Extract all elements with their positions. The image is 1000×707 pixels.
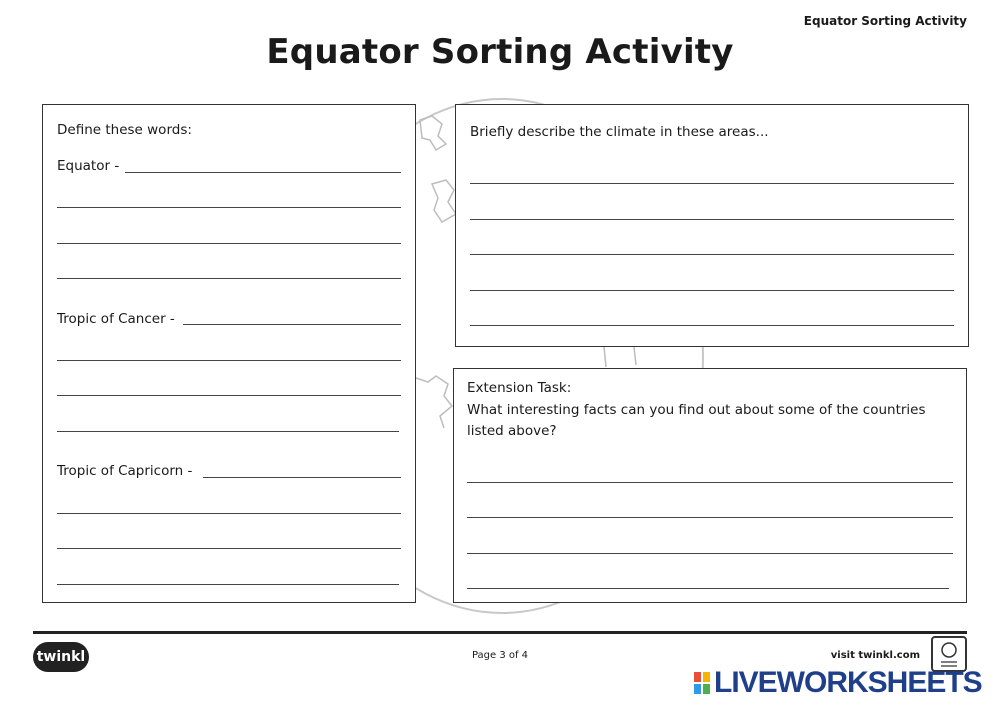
extension-answer-line[interactable] xyxy=(467,482,953,483)
capricorn-answer-line[interactable] xyxy=(57,584,399,585)
equator-answer-line[interactable] xyxy=(57,243,401,244)
extension-answer-line[interactable] xyxy=(467,588,949,589)
climate-answer-line[interactable] xyxy=(470,290,954,291)
extension-task-box xyxy=(453,368,967,603)
define-heading: Define these words: xyxy=(57,122,192,138)
extension-question-line-1: What interesting facts can you find out about some of the countries xyxy=(467,402,926,418)
equator-answer-line[interactable] xyxy=(125,172,401,173)
capricorn-answer-line[interactable] xyxy=(203,477,401,478)
liveworksheets-logo-icon xyxy=(694,672,710,694)
extension-answer-line[interactable] xyxy=(467,553,953,554)
header-small-title: Equator Sorting Activity xyxy=(803,14,967,28)
cancer-answer-line[interactable] xyxy=(57,395,401,396)
visit-link[interactable]: visit twinkl.com xyxy=(830,650,920,661)
equator-label: Equator - xyxy=(57,158,120,174)
define-words-box xyxy=(42,104,416,603)
extension-answer-line[interactable] xyxy=(467,517,953,518)
cancer-answer-line[interactable] xyxy=(57,360,401,361)
page-number: Page 3 of 4 xyxy=(471,650,529,661)
climate-box xyxy=(455,104,969,347)
extension-question-line-2: listed above? xyxy=(467,423,557,439)
footer-divider xyxy=(33,631,967,634)
equator-answer-line[interactable] xyxy=(57,278,401,279)
capricorn-answer-line[interactable] xyxy=(57,513,401,514)
extension-heading: Extension Task: xyxy=(467,380,572,396)
climate-heading: Briefly describe the climate in these areas... xyxy=(470,124,769,140)
cancer-answer-line[interactable] xyxy=(183,324,401,325)
liveworksheets-watermark: LIVEWORKSHEETS xyxy=(714,666,982,699)
page-title: Equator Sorting Activity xyxy=(266,32,734,72)
tropic-of-capricorn-label: Tropic of Capricorn - xyxy=(57,463,193,479)
climate-answer-line[interactable] xyxy=(470,254,954,255)
tropic-of-cancer-label: Tropic of Cancer - xyxy=(57,311,175,327)
climate-answer-line[interactable] xyxy=(470,183,954,184)
climate-answer-line[interactable] xyxy=(470,219,954,220)
twinkl-logo: twinkl xyxy=(33,642,89,672)
cancer-answer-line[interactable] xyxy=(57,431,399,432)
equator-answer-line[interactable] xyxy=(57,207,401,208)
capricorn-answer-line[interactable] xyxy=(57,548,401,549)
climate-answer-line[interactable] xyxy=(470,325,954,326)
continent-outline-icon xyxy=(414,372,458,432)
